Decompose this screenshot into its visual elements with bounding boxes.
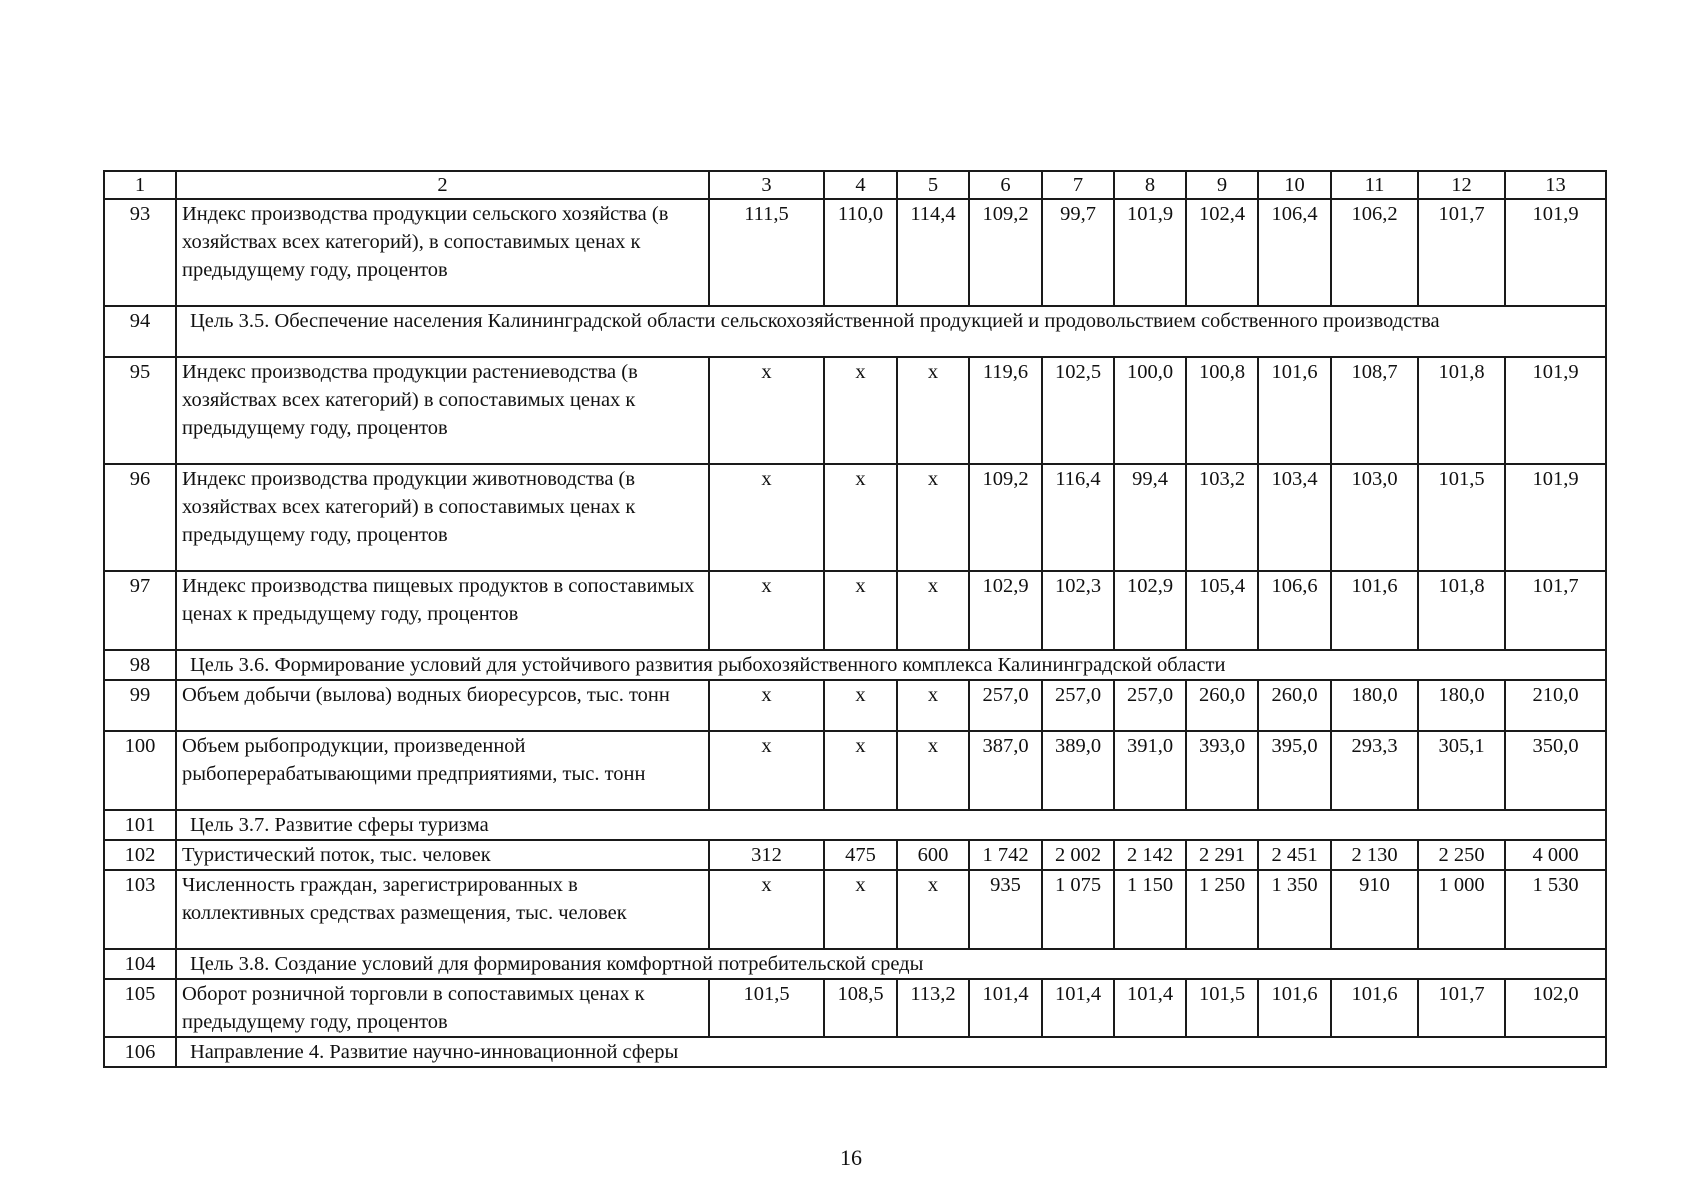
value-cell: х: [897, 731, 969, 810]
header-cell: 1: [104, 171, 176, 199]
value-cell: 210,0: [1505, 680, 1606, 731]
value-cell: 260,0: [1186, 680, 1258, 731]
goal-row: [104, 650, 1606, 680]
indicator-name: Численность граждан, зарегистрированных в коллективных средствах размещения, тыс. человек: [176, 870, 709, 949]
row-number: 99: [104, 680, 176, 731]
value-cell: х: [824, 870, 897, 949]
value-cell: 1 150: [1114, 870, 1186, 949]
value-cell: 1 350: [1258, 870, 1331, 949]
row-number: 98: [104, 650, 176, 680]
row-number: 105: [104, 979, 176, 1037]
value-cell: х: [709, 870, 824, 949]
page-number: 16: [840, 1145, 862, 1170]
value-cell: 935: [969, 870, 1042, 949]
value-cell: 4 000: [1505, 840, 1606, 870]
value-cell: х: [709, 731, 824, 810]
value-cell: 2 250: [1418, 840, 1505, 870]
row-number: 103: [104, 870, 176, 949]
indicators-table: [103, 170, 1607, 1068]
value-cell: 101,8: [1418, 571, 1505, 650]
value-cell: 100,0: [1114, 357, 1186, 464]
value-cell: 391,0: [1114, 731, 1186, 810]
row-number: 93: [104, 199, 176, 306]
header-cell: 13: [1505, 171, 1606, 199]
value-cell: х: [709, 464, 824, 571]
value-cell: 100,8: [1186, 357, 1258, 464]
indicator-name: Объем добычи (вылова) водных биоресурсов, тыс. тонн: [176, 680, 709, 731]
value-cell: 108,5: [824, 979, 897, 1037]
value-cell: 101,6: [1331, 571, 1418, 650]
value-cell: 305,1: [1418, 731, 1505, 810]
value-cell: 101,9: [1505, 199, 1606, 306]
value-cell: х: [824, 680, 897, 731]
value-cell: 109,2: [969, 199, 1042, 306]
value-cell: 101,7: [1505, 571, 1606, 650]
indicator-name: Туристический поток, тыс. человек: [176, 840, 709, 870]
value-cell: 1 530: [1505, 870, 1606, 949]
value-cell: 102,4: [1186, 199, 1258, 306]
value-cell: 106,4: [1258, 199, 1331, 306]
value-cell: 101,7: [1418, 979, 1505, 1037]
value-cell: 180,0: [1331, 680, 1418, 731]
value-cell: 475: [824, 840, 897, 870]
value-cell: х: [897, 464, 969, 571]
table-row: [104, 357, 1606, 464]
table-row: [104, 731, 1606, 810]
value-cell: 101,9: [1114, 199, 1186, 306]
header-cell: 11: [1331, 171, 1418, 199]
value-cell: 312: [709, 840, 824, 870]
value-cell: х: [709, 571, 824, 650]
goal-row: [104, 1037, 1606, 1067]
value-cell: 395,0: [1258, 731, 1331, 810]
value-cell: 101,5: [1418, 464, 1505, 571]
header-cell: 10: [1258, 171, 1331, 199]
header-cell: 3: [709, 171, 824, 199]
goal-title: Цель 3.6. Формирование условий для устойчивого развития рыбохозяйственного комплекса Калининградской области: [176, 650, 1606, 680]
value-cell: 102,9: [969, 571, 1042, 650]
goal-title: Цель 3.5. Обеспечение населения Калининградской области сельскохозяйственной продукцией и продовольствием собственного производства: [176, 306, 1606, 357]
value-cell: 910: [1331, 870, 1418, 949]
goal-row: [104, 810, 1606, 840]
header-cell: 9: [1186, 171, 1258, 199]
table-row: [104, 979, 1606, 1037]
row-number: 101: [104, 810, 176, 840]
value-cell: х: [897, 357, 969, 464]
value-cell: х: [897, 571, 969, 650]
value-cell: 101,9: [1505, 464, 1606, 571]
row-number: 104: [104, 949, 176, 979]
table-row: [104, 870, 1606, 949]
value-cell: 1 075: [1042, 870, 1114, 949]
goal-row: [104, 306, 1606, 357]
value-cell: 293,3: [1331, 731, 1418, 810]
row-number: 102: [104, 840, 176, 870]
value-cell: 2 142: [1114, 840, 1186, 870]
header-cell: 2: [176, 171, 709, 199]
value-cell: х: [709, 680, 824, 731]
value-cell: х: [824, 357, 897, 464]
value-cell: 102,3: [1042, 571, 1114, 650]
value-cell: 102,5: [1042, 357, 1114, 464]
value-cell: х: [824, 571, 897, 650]
indicator-name: Индекс производства пищевых продуктов в сопоставимых ценах к предыдущему году, процентов: [176, 571, 709, 650]
indicator-name: Индекс производства продукции сельского хозяйства (в хозяйствах всех категорий), в сопоставимых ценах к предыдущему году, процентов: [176, 199, 709, 306]
value-cell: 2 291: [1186, 840, 1258, 870]
value-cell: 110,0: [824, 199, 897, 306]
indicator-name: Индекс производства продукции животноводства (в хозяйствах всех категорий) в сопоставимых ценах к предыдущему году, процентов: [176, 464, 709, 571]
value-cell: 99,7: [1042, 199, 1114, 306]
value-cell: 102,0: [1505, 979, 1606, 1037]
header-cell: 8: [1114, 171, 1186, 199]
indicator-name: Объем рыбопродукции, произведенной рыбоперерабатывающими предприятиями, тыс. тонн: [176, 731, 709, 810]
value-cell: 101,7: [1418, 199, 1505, 306]
value-cell: 257,0: [969, 680, 1042, 731]
header-cell: 12: [1418, 171, 1505, 199]
indicator-name: Индекс производства продукции растениеводства (в хозяйствах всех категорий) в сопоставимых ценах к предыдущему году, процентов: [176, 357, 709, 464]
row-number: 96: [104, 464, 176, 571]
table-row: [104, 571, 1606, 650]
row-number: 100: [104, 731, 176, 810]
value-cell: 350,0: [1505, 731, 1606, 810]
value-cell: 116,4: [1042, 464, 1114, 571]
header-cell: 7: [1042, 171, 1114, 199]
table-row: [104, 199, 1606, 306]
value-cell: 257,0: [1114, 680, 1186, 731]
row-number: 97: [104, 571, 176, 650]
value-cell: 113,2: [897, 979, 969, 1037]
value-cell: 1 000: [1418, 870, 1505, 949]
row-number: 94: [104, 306, 176, 357]
value-cell: 105,4: [1186, 571, 1258, 650]
goal-title: Направление 4. Развитие научно-инновационной сферы: [176, 1037, 1606, 1067]
value-cell: 101,4: [1114, 979, 1186, 1037]
value-cell: х: [709, 357, 824, 464]
value-cell: 102,9: [1114, 571, 1186, 650]
row-number: 95: [104, 357, 176, 464]
value-cell: 2 002: [1042, 840, 1114, 870]
header-row: [104, 171, 1606, 199]
value-cell: 393,0: [1186, 731, 1258, 810]
value-cell: х: [824, 464, 897, 571]
header-cell: 4: [824, 171, 897, 199]
header-cell: 6: [969, 171, 1042, 199]
value-cell: 101,9: [1505, 357, 1606, 464]
value-cell: 106,6: [1258, 571, 1331, 650]
value-cell: 103,0: [1331, 464, 1418, 571]
value-cell: 101,5: [1186, 979, 1258, 1037]
value-cell: 101,8: [1418, 357, 1505, 464]
value-cell: х: [897, 680, 969, 731]
value-cell: 108,7: [1331, 357, 1418, 464]
value-cell: 101,4: [969, 979, 1042, 1037]
goal-title: Цель 3.8. Создание условий для формирования комфортной потребительской среды: [176, 949, 1606, 979]
value-cell: 99,4: [1114, 464, 1186, 571]
value-cell: 1 742: [969, 840, 1042, 870]
value-cell: 101,6: [1258, 357, 1331, 464]
value-cell: 387,0: [969, 731, 1042, 810]
table-row: [104, 680, 1606, 731]
indicator-name: Оборот розничной торговли в сопоставимых ценах к предыдущему году, процентов: [176, 979, 709, 1037]
value-cell: 260,0: [1258, 680, 1331, 731]
value-cell: х: [897, 870, 969, 949]
table-row: [104, 840, 1606, 870]
value-cell: 389,0: [1042, 731, 1114, 810]
value-cell: 109,2: [969, 464, 1042, 571]
value-cell: 103,4: [1258, 464, 1331, 571]
value-cell: 2 451: [1258, 840, 1331, 870]
row-number: 106: [104, 1037, 176, 1067]
value-cell: 119,6: [969, 357, 1042, 464]
value-cell: 111,5: [709, 199, 824, 306]
value-cell: 2 130: [1331, 840, 1418, 870]
value-cell: 101,5: [709, 979, 824, 1037]
value-cell: 103,2: [1186, 464, 1258, 571]
value-cell: 114,4: [897, 199, 969, 306]
value-cell: 600: [897, 840, 969, 870]
value-cell: 1 250: [1186, 870, 1258, 949]
header-cell: 5: [897, 171, 969, 199]
value-cell: х: [824, 731, 897, 810]
value-cell: 257,0: [1042, 680, 1114, 731]
value-cell: 101,6: [1331, 979, 1418, 1037]
value-cell: 106,2: [1331, 199, 1418, 306]
table-row: [104, 464, 1606, 571]
goal-title: Цель 3.7. Развитие сферы туризма: [176, 810, 1606, 840]
value-cell: 101,4: [1042, 979, 1114, 1037]
value-cell: 180,0: [1418, 680, 1505, 731]
value-cell: 101,6: [1258, 979, 1331, 1037]
goal-row: [104, 949, 1606, 979]
